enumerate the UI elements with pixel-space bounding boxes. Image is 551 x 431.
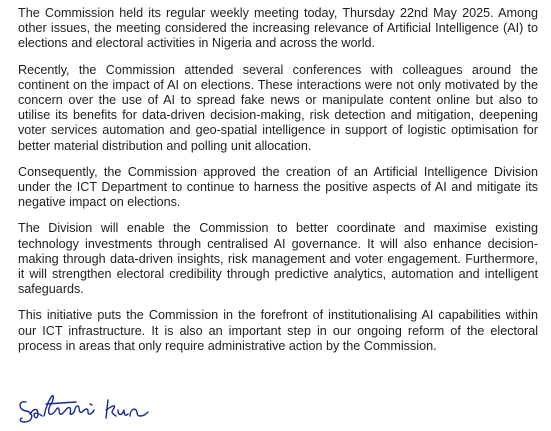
press-statement: [18, 6, 538, 365]
handwritten-signature: [16, 392, 166, 428]
paragraph-initiative: This initiative puts the Commission in the forefront of institutionalising AI capabilities within our ICT infrastructure. It is also an important step in our ongoing reform of the electoral process in areas that only require administrative action by the Commission.: [18, 308, 538, 353]
paragraph-division-role: The Division will enable the Commission to better coordinate and maximise existing technology investments through centralised AI governance. It will also enhance decision-making through data-driven insights, risk management and voter engagement. Furthermore, it will strengthen electoral credibility through predictive analytics, automation and intelligent safeguards.: [18, 221, 538, 297]
paragraph-meeting: The Commission held its regular weekly meeting today, Thursday 22nd May 2025. Among other issues, the meeting considered the increasing relevance of Artificial Intelligence (AI) to elections and electoral activities in Nigeria and across the world.: [18, 6, 538, 51]
paragraph-ai-division: Consequently, the Commission approved the creation of an Artificial Intelligence Division under the ICT Department to continue to harness the positive aspects of AI and mitigate its negative impact on elections.: [18, 164, 538, 210]
paragraph-conferences: Recently, the Commission attended several conferences with colleagues around the continent on the impact of AI on elections. These interactions were not only motivated by the concern over the use of AI to spread fake news or manipulate content online but also to utilise its benefits for data-driven decision-making, risk detection and mitigation, deepening voter services automation and geo-spatial intelligence in support of logistic optimisation for better material distribution and polling unit allocation.: [18, 62, 538, 153]
